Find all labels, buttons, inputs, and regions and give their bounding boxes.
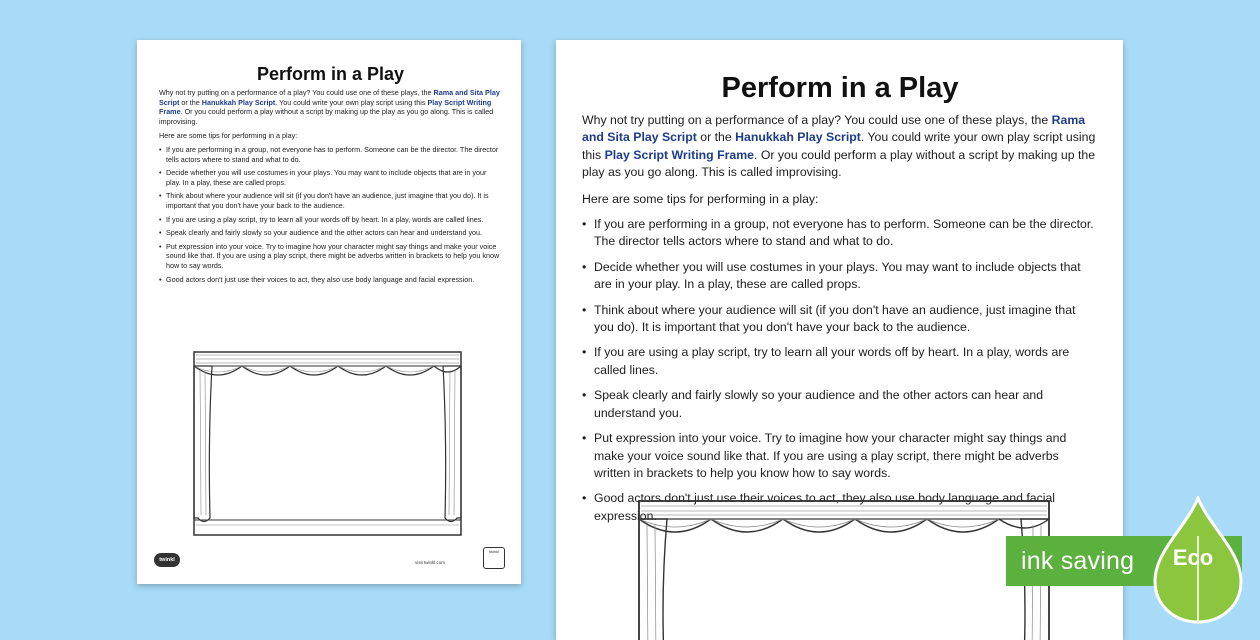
intro-text: Why not try putting on a performance of a play? You could use one of these plays, the bbox=[159, 88, 434, 97]
tip-item: • Good actors don't just use their voices to act, they also use body language and facial expression. bbox=[159, 275, 502, 285]
rama-sita-link[interactable]: Rama and Sita Play Script bbox=[582, 113, 1086, 145]
intro-text: . You could write your own play script using this bbox=[275, 97, 428, 107]
writing-frame-link[interactable]: Play Script Writing Frame bbox=[159, 97, 492, 117]
tip-item: • If you are performing in a group, not everyone has to perform. Someone can be the director. The director tells actors where to stand and what to do. bbox=[159, 145, 502, 164]
tip-item: • Speak clearly and fairly slowly so your audience and the other actors can hear and understand you. bbox=[159, 228, 502, 238]
tips-list bbox=[582, 216, 1098, 525]
tip-item: • Decide whether you will use costumes in your plays. You may want to include objects that are in your play. In a play, these are called props. bbox=[159, 168, 502, 187]
stage-curtain-illustration bbox=[192, 350, 463, 537]
intro-text: . You could write your own play script using this bbox=[582, 130, 1096, 162]
ink-saving-label: ink saving bbox=[1021, 547, 1135, 575]
tip-item: • Put expression into your voice. Try to imagine how your character might say things and make your voice sound like that. If you are using a play script, there might be adverbs written in brackets to help you know how to say words. bbox=[159, 242, 502, 271]
tip-item: • Think about where your audience will sit (if you don't have an audience, just imagine that you do). It is important that you don't have your back to the audience. bbox=[582, 302, 1098, 337]
page-title: Perform in a Play bbox=[256, 64, 405, 84]
intro-text: or the bbox=[179, 97, 202, 107]
intro-text: . Or you could perform a play without a script by making up the play as you go along. This is called improvising. bbox=[582, 147, 1096, 180]
tips-heading: Here are some tips for performing in a play: bbox=[159, 131, 298, 141]
intro-text: . Or you could perform a play without a script by making up the play as you go along. This is called improvising. bbox=[159, 107, 494, 126]
intro-paragraph bbox=[582, 112, 1098, 182]
stage-curtain-illustration bbox=[637, 499, 1051, 640]
hanukkah-link[interactable]: Hanukkah Play Script bbox=[735, 130, 861, 145]
twinkl-logo: twinkl bbox=[154, 553, 180, 567]
tip-item: • If you are using a play script, try to learn all your words off by heart. In a play, words are called lines. bbox=[159, 215, 502, 225]
tip-item: • Put expression into your voice. Try to imagine how your character might say things and make your voice sound like that. If you are using a play script, there might be adverbs written in brackets to help you know how to say words. bbox=[582, 430, 1098, 482]
document-page-preview bbox=[137, 40, 521, 584]
eco-label: Eco bbox=[1172, 545, 1214, 570]
hanukkah-link[interactable]: Hanukkah Play Script bbox=[201, 97, 276, 107]
intro-text: or the bbox=[696, 130, 736, 145]
intro-text: Why not try putting on a performance of a play? You could use one of these plays, the bbox=[582, 113, 1052, 127]
tip-item: • Speak clearly and fairly slowly so your audience and the other actors can hear and understand you. bbox=[582, 387, 1098, 422]
tip-item: • If you are using a play script, try to learn all your words off by heart. In a play, words are called lines. bbox=[582, 344, 1098, 379]
tip-item: • Good actors don't just use their voices to act, they also use body language and facial expression. bbox=[582, 490, 1098, 525]
tips-list bbox=[159, 145, 502, 284]
tip-item: • Think about where your audience will sit (if you don't have an audience, just imagine that you do). It is important that you don't have your back to the audience. bbox=[159, 191, 502, 210]
rama-sita-link[interactable]: Rama and Sita Play Script bbox=[159, 88, 500, 107]
tips-heading: Here are some tips for performing in a play: bbox=[582, 191, 819, 206]
footer-url: visit twinkl.com bbox=[415, 560, 446, 565]
tip-item: • Decide whether you will use costumes in your plays. You may want to include objects that are in your play. In a play, these are called props. bbox=[582, 259, 1098, 294]
page-title: Perform in a Play bbox=[721, 72, 959, 104]
footer-badge: twinkl bbox=[483, 547, 505, 569]
tip-item: • If you are performing in a group, not everyone has to perform. Someone can be the director. The director tells actors where to stand and what to do. bbox=[582, 216, 1098, 251]
writing-frame-link[interactable]: Play Script Writing Frame bbox=[604, 147, 754, 162]
intro-paragraph bbox=[159, 88, 502, 126]
